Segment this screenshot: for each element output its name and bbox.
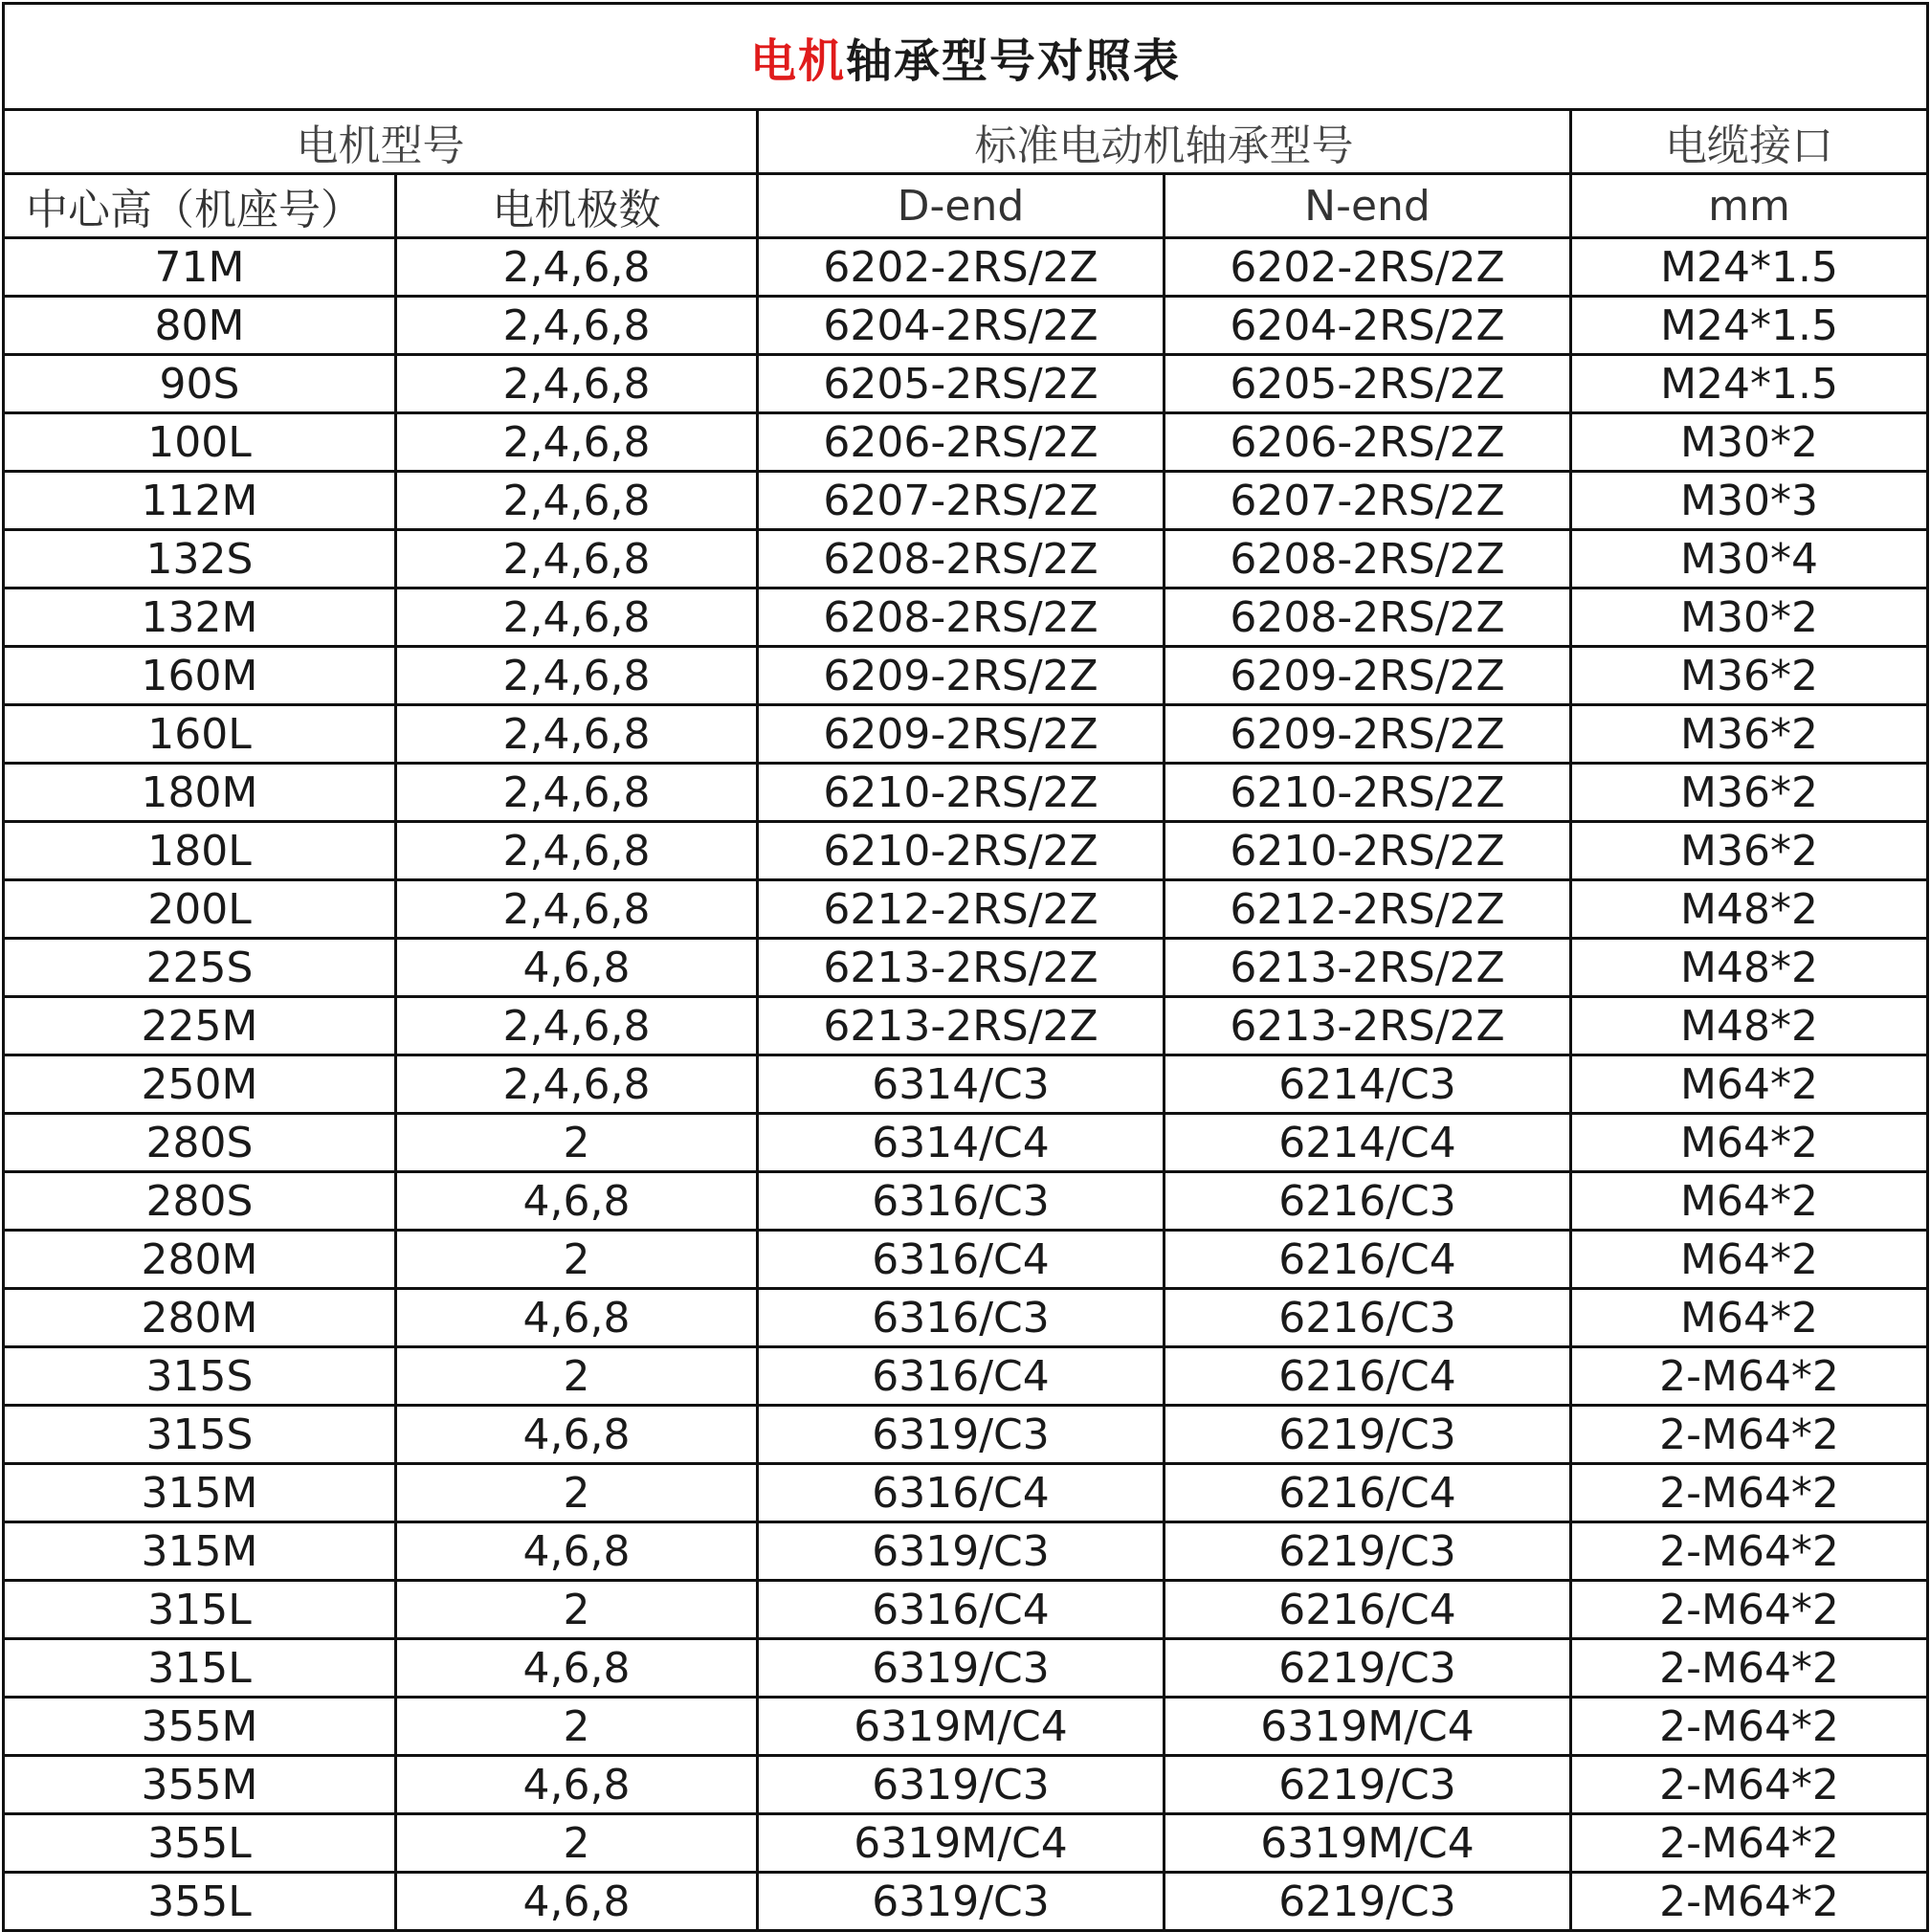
table-row <box>4 1756 1928 1814</box>
cell-center-height: 355L <box>4 1873 396 1931</box>
table-row <box>4 472 1928 530</box>
table-row <box>4 1814 1928 1873</box>
cell-n-end: 6219/C3 <box>1165 1639 1571 1698</box>
cell-poles: 4,6,8 <box>396 939 758 997</box>
cell-poles: 2 <box>396 1464 758 1522</box>
cell-cable-interface: 2-M64*2 <box>1571 1347 1928 1406</box>
cell-cable-interface: 2-M64*2 <box>1571 1639 1928 1698</box>
cell-poles: 2,4,6,8 <box>396 588 758 647</box>
cell-poles: 2 <box>396 1347 758 1406</box>
cell-cable-interface: 2-M64*2 <box>1571 1814 1928 1873</box>
cell-poles: 2 <box>396 1114 758 1172</box>
cell-d-end: 6316/C4 <box>758 1581 1165 1639</box>
cell-d-end: 6213-2RS/2Z <box>758 997 1165 1055</box>
cell-cable-interface: 2-M64*2 <box>1571 1522 1928 1581</box>
cell-poles: 4,6,8 <box>396 1639 758 1698</box>
group-header-standard-bearing: 标准电动机轴承型号 <box>758 110 1571 174</box>
cell-d-end: 6319M/C4 <box>758 1698 1165 1756</box>
title-row <box>4 4 1928 110</box>
cell-poles: 2,4,6,8 <box>396 705 758 764</box>
cell-cable-interface: 2-M64*2 <box>1571 1873 1928 1931</box>
cell-cable-interface: 2-M64*2 <box>1571 1464 1928 1522</box>
cell-poles: 2,4,6,8 <box>396 1055 758 1114</box>
table-row <box>4 1698 1928 1756</box>
cell-d-end: 6319/C3 <box>758 1406 1165 1464</box>
cell-poles: 2 <box>396 1231 758 1289</box>
cell-d-end: 6319/C3 <box>758 1873 1165 1931</box>
column-header-d-end: D-end <box>758 174 1165 238</box>
cell-d-end: 6319M/C4 <box>758 1814 1165 1873</box>
column-header-poles: 电机极数 <box>396 174 758 238</box>
cell-d-end: 6206-2RS/2Z <box>758 413 1165 472</box>
cell-center-height: 90S <box>4 355 396 413</box>
table-row <box>4 1639 1928 1698</box>
table-row <box>4 705 1928 764</box>
cell-center-height: 315S <box>4 1347 396 1406</box>
cell-poles: 2 <box>396 1814 758 1873</box>
cell-poles: 4,6,8 <box>396 1172 758 1231</box>
cell-center-height: 80M <box>4 297 396 355</box>
bearing-table <box>2 2 1929 1932</box>
cell-poles: 4,6,8 <box>396 1522 758 1581</box>
cell-cable-interface: M24*1.5 <box>1571 238 1928 297</box>
cell-cable-interface: M64*2 <box>1571 1114 1928 1172</box>
table-row <box>4 647 1928 705</box>
cell-poles: 2 <box>396 1698 758 1756</box>
cell-center-height: 280M <box>4 1289 396 1347</box>
column-header-mm: mm <box>1571 174 1928 238</box>
cell-poles: 2,4,6,8 <box>396 297 758 355</box>
cell-n-end: 6210-2RS/2Z <box>1165 764 1571 822</box>
cell-cable-interface: 2-M64*2 <box>1571 1581 1928 1639</box>
table-row <box>4 1231 1928 1289</box>
cell-n-end: 6210-2RS/2Z <box>1165 822 1571 880</box>
table-row <box>4 1581 1928 1639</box>
cell-center-height: 315M <box>4 1522 396 1581</box>
cell-poles: 2,4,6,8 <box>396 764 758 822</box>
cell-cable-interface: M48*2 <box>1571 880 1928 939</box>
cell-center-height: 355L <box>4 1814 396 1873</box>
cell-cable-interface: M30*4 <box>1571 530 1928 588</box>
table-row <box>4 997 1928 1055</box>
cell-d-end: 6319/C3 <box>758 1756 1165 1814</box>
cell-center-height: 100L <box>4 413 396 472</box>
table-row <box>4 530 1928 588</box>
cell-center-height: 315M <box>4 1464 396 1522</box>
table-row <box>4 238 1928 297</box>
cell-poles: 2,4,6,8 <box>396 238 758 297</box>
table-row <box>4 297 1928 355</box>
cell-d-end: 6209-2RS/2Z <box>758 705 1165 764</box>
cell-n-end: 6213-2RS/2Z <box>1165 997 1571 1055</box>
cell-d-end: 6204-2RS/2Z <box>758 297 1165 355</box>
cell-cable-interface: M24*1.5 <box>1571 297 1928 355</box>
cell-cable-interface: M36*2 <box>1571 647 1928 705</box>
cell-cable-interface: M64*2 <box>1571 1055 1928 1114</box>
cell-d-end: 6316/C3 <box>758 1289 1165 1347</box>
cell-cable-interface: M30*3 <box>1571 472 1928 530</box>
cell-n-end: 6219/C3 <box>1165 1522 1571 1581</box>
cell-cable-interface: M36*2 <box>1571 764 1928 822</box>
cell-d-end: 6212-2RS/2Z <box>758 880 1165 939</box>
table-row <box>4 1172 1928 1231</box>
cell-n-end: 6319M/C4 <box>1165 1814 1571 1873</box>
cell-center-height: 250M <box>4 1055 396 1114</box>
cell-n-end: 6212-2RS/2Z <box>1165 880 1571 939</box>
group-header-motor-model: 电机型号 <box>4 110 758 174</box>
cell-d-end: 6316/C4 <box>758 1231 1165 1289</box>
cell-n-end: 6209-2RS/2Z <box>1165 647 1571 705</box>
cell-d-end: 6316/C4 <box>758 1347 1165 1406</box>
group-header-row <box>4 110 1928 174</box>
cell-cable-interface: M36*2 <box>1571 822 1928 880</box>
cell-cable-interface: M30*2 <box>1571 588 1928 647</box>
cell-poles: 4,6,8 <box>396 1873 758 1931</box>
table-row <box>4 764 1928 822</box>
cell-poles: 4,6,8 <box>396 1289 758 1347</box>
cell-n-end: 6216/C3 <box>1165 1289 1571 1347</box>
table-row <box>4 588 1928 647</box>
cell-n-end: 6209-2RS/2Z <box>1165 705 1571 764</box>
table-row <box>4 822 1928 880</box>
column-header-n-end: N-end <box>1165 174 1571 238</box>
cell-poles: 2,4,6,8 <box>396 647 758 705</box>
cell-center-height: 280M <box>4 1231 396 1289</box>
cell-n-end: 6207-2RS/2Z <box>1165 472 1571 530</box>
table-row <box>4 1464 1928 1522</box>
title-black-part: 轴承型号对照表 <box>846 33 1182 88</box>
table-row <box>4 880 1928 939</box>
group-header-cable-interface: 电缆接口 <box>1571 110 1928 174</box>
cell-n-end: 6202-2RS/2Z <box>1165 238 1571 297</box>
cell-center-height: 225M <box>4 997 396 1055</box>
cell-d-end: 6316/C4 <box>758 1464 1165 1522</box>
cell-n-end: 6219/C3 <box>1165 1756 1571 1814</box>
cell-n-end: 6205-2RS/2Z <box>1165 355 1571 413</box>
cell-poles: 4,6,8 <box>396 1756 758 1814</box>
cell-center-height: 180M <box>4 764 396 822</box>
cell-cable-interface: M64*2 <box>1571 1289 1928 1347</box>
cell-n-end: 6216/C3 <box>1165 1172 1571 1231</box>
table-row <box>4 1114 1928 1172</box>
cell-center-height: 355M <box>4 1756 396 1814</box>
cell-center-height: 160M <box>4 647 396 705</box>
cell-n-end: 6216/C4 <box>1165 1231 1571 1289</box>
cell-center-height: 315S <box>4 1406 396 1464</box>
cell-poles: 2,4,6,8 <box>396 880 758 939</box>
cell-center-height: 160L <box>4 705 396 764</box>
cell-center-height: 280S <box>4 1172 396 1231</box>
cell-cable-interface: M64*2 <box>1571 1172 1928 1231</box>
cell-cable-interface: 2-M64*2 <box>1571 1698 1928 1756</box>
cell-n-end: 6208-2RS/2Z <box>1165 530 1571 588</box>
cell-n-end: 6219/C3 <box>1165 1406 1571 1464</box>
cell-cable-interface: M48*2 <box>1571 997 1928 1055</box>
cell-n-end: 6204-2RS/2Z <box>1165 297 1571 355</box>
cell-center-height: 132S <box>4 530 396 588</box>
cell-center-height: 355M <box>4 1698 396 1756</box>
table-row <box>4 1406 1928 1464</box>
cell-d-end: 6319/C3 <box>758 1639 1165 1698</box>
cell-center-height: 132M <box>4 588 396 647</box>
column-header-center-height: 中心高（机座号） <box>4 174 396 238</box>
cell-poles: 2,4,6,8 <box>396 997 758 1055</box>
table-body <box>4 238 1928 1931</box>
cell-cable-interface: M48*2 <box>1571 939 1928 997</box>
table-row <box>4 1873 1928 1931</box>
cell-d-end: 6319/C3 <box>758 1522 1165 1581</box>
table-row <box>4 1289 1928 1347</box>
cell-d-end: 6208-2RS/2Z <box>758 530 1165 588</box>
cell-n-end: 6216/C4 <box>1165 1464 1571 1522</box>
table-row <box>4 1522 1928 1581</box>
cell-poles: 4,6,8 <box>396 1406 758 1464</box>
cell-center-height: 225S <box>4 939 396 997</box>
cell-center-height: 200L <box>4 880 396 939</box>
cell-n-end: 6216/C4 <box>1165 1581 1571 1639</box>
cell-center-height: 71M <box>4 238 396 297</box>
title-red-part: 电机 <box>750 33 847 88</box>
cell-n-end: 6219/C3 <box>1165 1873 1571 1931</box>
cell-cable-interface: 2-M64*2 <box>1571 1406 1928 1464</box>
cell-poles: 2,4,6,8 <box>396 413 758 472</box>
cell-center-height: 112M <box>4 472 396 530</box>
cell-d-end: 6210-2RS/2Z <box>758 764 1165 822</box>
cell-cable-interface: M30*2 <box>1571 413 1928 472</box>
cell-poles: 2,4,6,8 <box>396 472 758 530</box>
cell-d-end: 6202-2RS/2Z <box>758 238 1165 297</box>
cell-n-end: 6206-2RS/2Z <box>1165 413 1571 472</box>
cell-n-end: 6214/C4 <box>1165 1114 1571 1172</box>
cell-d-end: 6207-2RS/2Z <box>758 472 1165 530</box>
cell-d-end: 6210-2RS/2Z <box>758 822 1165 880</box>
cell-d-end: 6209-2RS/2Z <box>758 647 1165 705</box>
cell-d-end: 6205-2RS/2Z <box>758 355 1165 413</box>
cell-cable-interface: M36*2 <box>1571 705 1928 764</box>
cell-center-height: 280S <box>4 1114 396 1172</box>
table-row <box>4 1055 1928 1114</box>
cell-n-end: 6216/C4 <box>1165 1347 1571 1406</box>
cell-d-end: 6208-2RS/2Z <box>758 588 1165 647</box>
cell-d-end: 6316/C3 <box>758 1172 1165 1231</box>
table-row <box>4 939 1928 997</box>
cell-n-end: 6214/C3 <box>1165 1055 1571 1114</box>
cell-n-end: 6319M/C4 <box>1165 1698 1571 1756</box>
cell-cable-interface: M64*2 <box>1571 1231 1928 1289</box>
cell-cable-interface: 2-M64*2 <box>1571 1756 1928 1814</box>
page-title <box>4 4 1928 110</box>
cell-poles: 2,4,6,8 <box>396 355 758 413</box>
table-row <box>4 413 1928 472</box>
cell-poles: 2,4,6,8 <box>396 530 758 588</box>
column-header-row <box>4 174 1928 238</box>
cell-poles: 2,4,6,8 <box>396 822 758 880</box>
cell-cable-interface: M24*1.5 <box>1571 355 1928 413</box>
cell-center-height: 180L <box>4 822 396 880</box>
cell-d-end: 6314/C3 <box>758 1055 1165 1114</box>
table-row <box>4 355 1928 413</box>
cell-center-height: 315L <box>4 1639 396 1698</box>
table-row <box>4 1347 1928 1406</box>
cell-center-height: 315L <box>4 1581 396 1639</box>
cell-poles: 2 <box>396 1581 758 1639</box>
cell-d-end: 6213-2RS/2Z <box>758 939 1165 997</box>
cell-n-end: 6208-2RS/2Z <box>1165 588 1571 647</box>
cell-n-end: 6213-2RS/2Z <box>1165 939 1571 997</box>
cell-d-end: 6314/C4 <box>758 1114 1165 1172</box>
